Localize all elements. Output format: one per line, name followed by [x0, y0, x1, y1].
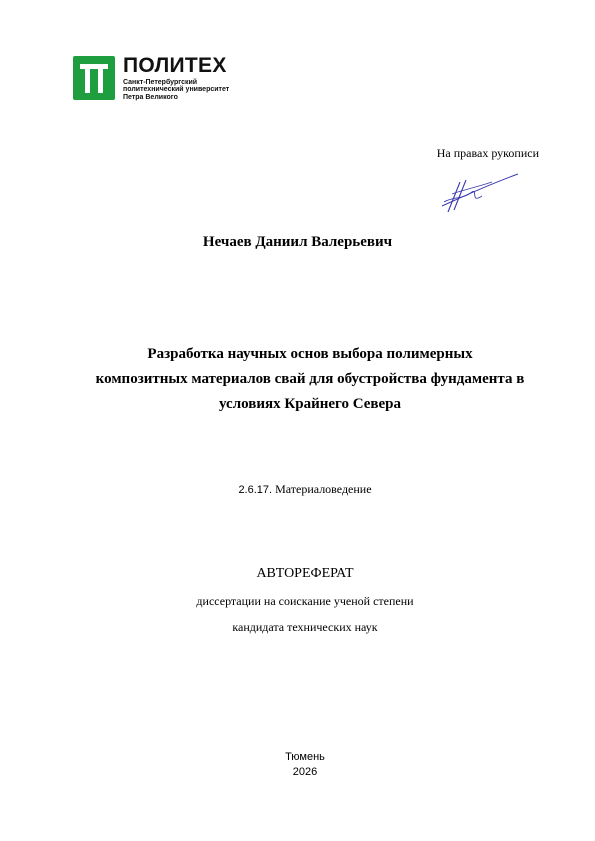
specialty-name: Материаловедение — [275, 482, 372, 496]
title-line: композитных материалов свай для обустройства фундамента в — [95, 371, 525, 387]
specialty-code: 2.6.17. — [238, 484, 273, 496]
year: 2026 — [292, 766, 318, 778]
title-line: Разработка научных основ выбора полимерных — [147, 346, 473, 362]
logo-subtitle — [123, 79, 263, 101]
degree-line: диссертации на соискание ученой степени — [196, 594, 414, 608]
dissertation-title — [50, 342, 570, 417]
handwritten-signature — [440, 170, 520, 215]
specialty — [0, 482, 595, 497]
logo-subtitle-line: Петра Великого — [123, 93, 178, 101]
logo-subtitle-line: политехнический университет — [123, 86, 230, 94]
title-line: условиях Крайнего Севера — [219, 396, 401, 412]
manuscript-rights-note: На правах рукописи — [436, 146, 539, 160]
university-logo — [73, 56, 253, 102]
document-type: АВТОРЕФЕРАТ — [256, 566, 354, 581]
logo-subtitle-line: Санкт-Петербургский — [123, 79, 198, 86]
pi-logo-icon — [73, 56, 115, 100]
logo-name: ПОЛИТЕХ — [123, 54, 227, 77]
degree-line: кандидата технических наук — [232, 620, 378, 634]
city: Тюмень — [285, 751, 325, 763]
author-name: Нечаев Даниил Валерьевич — [202, 234, 393, 250]
